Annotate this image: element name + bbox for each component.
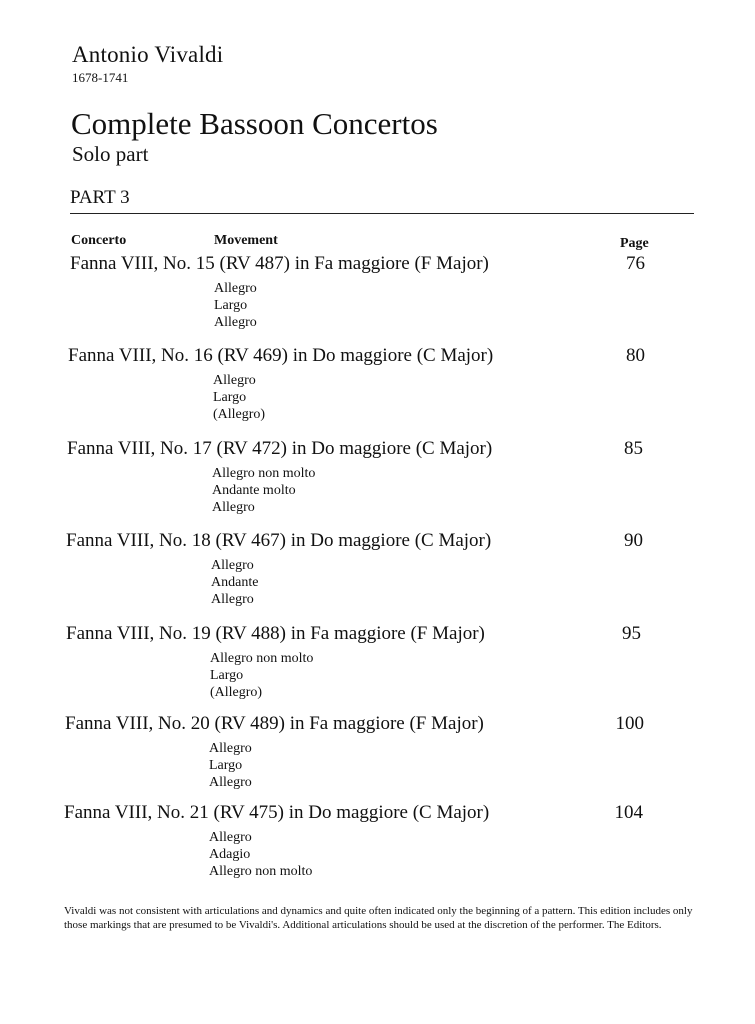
composer-name: Antonio Vivaldi xyxy=(72,42,224,67)
composer-dates: 1678-1741 xyxy=(72,70,129,85)
page-title: Complete Bassoon Concertos xyxy=(71,106,438,141)
movement-name: Adagio xyxy=(209,847,251,862)
header-rule xyxy=(70,213,694,214)
movement-name: Allegro xyxy=(209,741,252,756)
concerto-entry xyxy=(0,623,755,713)
concerto-entry xyxy=(0,530,755,620)
concerto-entry xyxy=(0,253,755,343)
footnote-line: Vivaldi was not consistent with articulations and dynamics and quite often indicated only the beginning of a pattern. This edition includes only xyxy=(64,905,693,917)
concerto-entry xyxy=(0,438,755,528)
concerto-page-number: 85 xyxy=(624,438,643,459)
concerto-title: Fanna VIII, No. 16 (RV 469) in Do maggiore (C Major) xyxy=(68,345,494,366)
column-header-movement: Movement xyxy=(214,233,278,248)
concerto-page-number: 80 xyxy=(626,345,645,366)
movement-name: Allegro xyxy=(214,315,257,330)
concerto-title: Fanna VIII, No. 17 (RV 472) in Do maggiore (C Major) xyxy=(67,438,493,459)
concerto-page-number: 95 xyxy=(622,623,641,644)
editorial-footnote xyxy=(64,904,692,932)
movement-name: Allegro non molto xyxy=(212,466,316,481)
column-header-concerto: Concerto xyxy=(71,233,127,248)
concerto-page-number: 104 xyxy=(614,802,643,823)
movement-name: Largo xyxy=(209,758,243,773)
concerto-title: Fanna VIII, No. 18 (RV 467) in Do maggiore (C Major) xyxy=(66,530,492,551)
movement-name: Allegro xyxy=(209,775,252,790)
concerto-title: Fanna VIII, No. 19 (RV 488) in Fa maggiore (F Major) xyxy=(66,623,485,644)
movement-name: Allegro non molto xyxy=(209,864,313,879)
movement-name: (Allegro) xyxy=(213,407,266,422)
concerto-entry xyxy=(0,802,755,892)
concerto-title: Fanna VIII, No. 21 (RV 475) in Do maggiore (C Major) xyxy=(64,802,490,823)
concerto-page-number: 100 xyxy=(615,713,644,734)
movement-name: Allegro xyxy=(209,830,252,845)
concerto-page-number: 76 xyxy=(626,253,645,274)
concerto-title: Fanna VIII, No. 20 (RV 489) in Fa maggiore (F Major) xyxy=(65,713,484,734)
movement-name: Andante molto xyxy=(212,483,296,498)
column-header-page: Page xyxy=(620,236,649,251)
movement-name: (Allegro) xyxy=(210,685,263,700)
movement-name: Allegro xyxy=(214,281,257,296)
movement-name: Allegro non molto xyxy=(210,651,314,666)
movement-name: Allegro xyxy=(212,500,255,515)
concerto-title: Fanna VIII, No. 15 (RV 487) in Fa maggiore (F Major) xyxy=(70,253,489,274)
movement-name: Largo xyxy=(213,390,247,405)
concerto-entry xyxy=(0,345,755,435)
movement-name: Largo xyxy=(214,298,248,313)
concerto-page-number: 90 xyxy=(624,530,643,551)
movement-name: Allegro xyxy=(211,558,254,573)
movement-name: Andante xyxy=(211,575,259,590)
movement-name: Largo xyxy=(210,668,244,683)
part-label: PART 3 xyxy=(70,187,130,208)
concerto-entry xyxy=(0,713,755,803)
footnote-line: those markings that are presumed to be Vivaldi's. Additional articulations should be used at the discretion of the performer. The Editors. xyxy=(64,919,662,931)
page-subtitle: Solo part xyxy=(72,142,149,166)
movement-name: Allegro xyxy=(213,373,256,388)
movement-name: Allegro xyxy=(211,592,254,607)
